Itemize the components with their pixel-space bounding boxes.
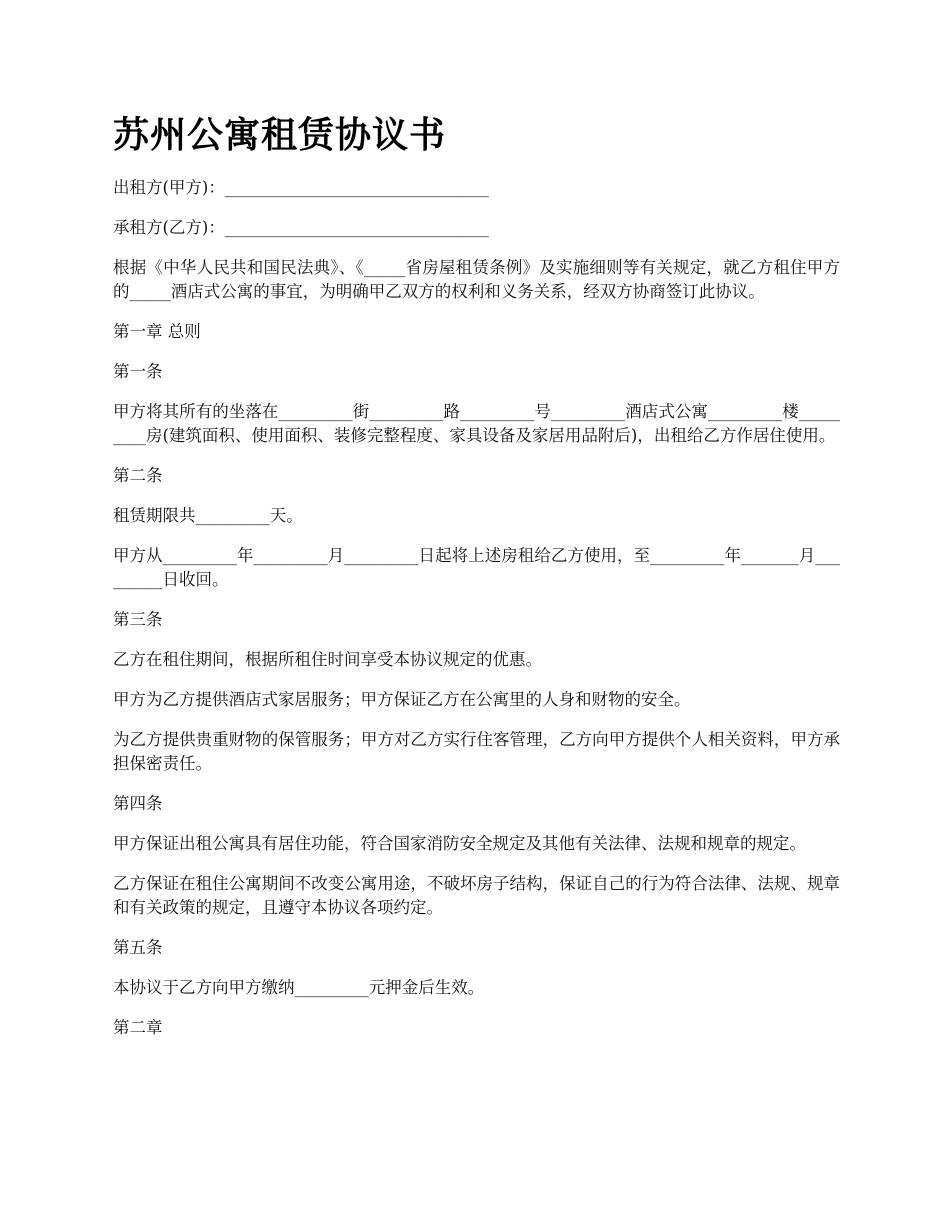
article-paragraph: 乙方保证在租住公寓期间不改变公寓用途，不破坏房子结构，保证自己的行为符合法律、法规、规章和有关政策的规定，且遵守本协议各项约定。 [113, 874, 840, 917]
document-page [113, 108, 840, 1056]
document-title: 苏州公寓租赁协议书 [113, 115, 447, 156]
preamble-paragraph: 根据《中华人民共和国民法典》、《_____省房屋租赁条例》及实施细则等有关规定，就乙方租住甲方的_____酒店式公寓的事宜，为明确甲乙双方的权利和义务关系，经双方协商签订此协议。 [113, 258, 840, 301]
chapter-heading: 第一章 总则 [113, 322, 201, 341]
article-paragraph: 甲方将其所有的坐落在_________街_________路_________号_________酒店式公寓_________楼_________房(建筑面积、使用面积、装修完整程度、家具设备及家居用品附后)，出租给乙方作居住使用。 [113, 402, 840, 445]
article-paragraph: 甲方为乙方提供酒店式家居服务；甲方保证乙方在公寓里的人身和财物的安全。 [113, 690, 691, 709]
article-heading: 第五条 [113, 938, 163, 957]
lessor-line: 出租方(甲方)：________________________________ [113, 178, 489, 197]
article-paragraph: 甲方从_________年_________月_________日起将上述房租给乙方使用，至_________年_______月_________日收回。 [113, 546, 840, 589]
article-paragraph: 乙方在租住期间，根据所租住时间享受本协议规定的优惠。 [113, 650, 542, 669]
chapter-heading: 第二章 [113, 1018, 163, 1037]
article-paragraph: 本协议于乙方向甲方缴纳_________元押金后生效。 [113, 978, 485, 997]
article-heading: 第二条 [113, 466, 163, 485]
article-heading: 第四条 [113, 794, 163, 813]
article-heading: 第一条 [113, 362, 163, 381]
article-paragraph: 租赁期限共_________天。 [113, 506, 303, 525]
article-heading: 第三条 [113, 610, 163, 629]
lessee-line: 承租方(乙方)：________________________________ [113, 218, 489, 237]
article-paragraph: 为乙方提供贵重财物的保管服务；甲方对乙方实行住客管理，乙方向甲方提供个人相关资料，甲方承担保密责任。 [113, 730, 840, 773]
article-paragraph: 甲方保证出租公寓具有居住功能，符合国家消防安全规定及其他有关法律、法规和规章的规定。 [113, 834, 806, 853]
